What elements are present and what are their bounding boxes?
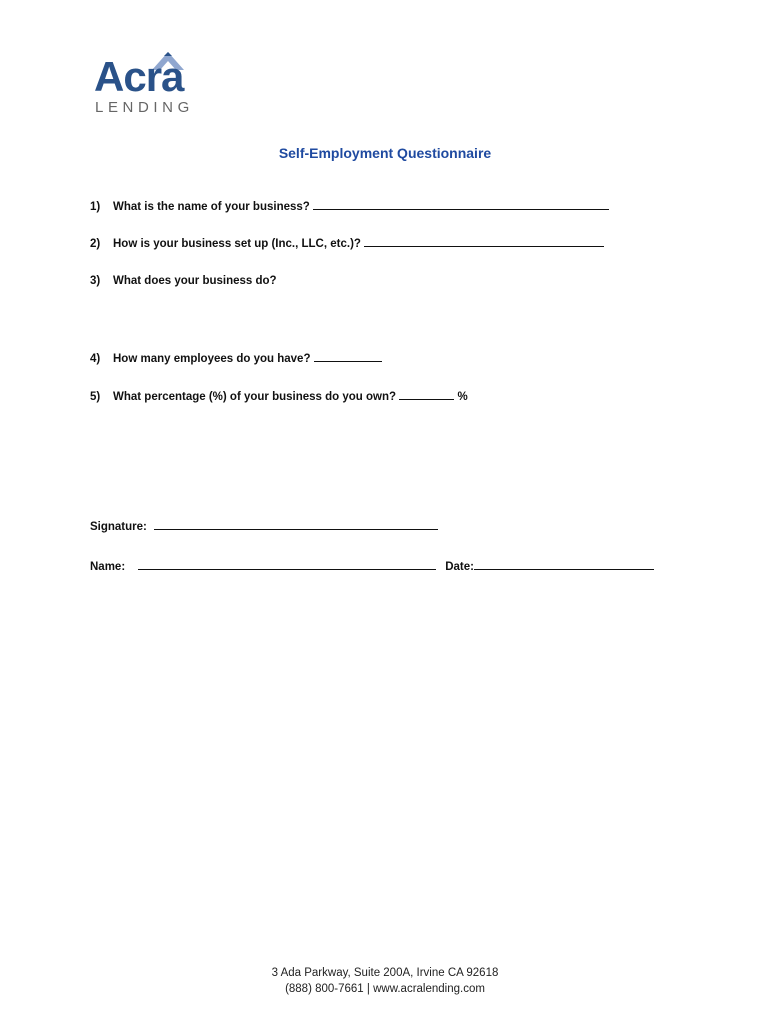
question-number: 1) <box>90 201 101 213</box>
question-number: 4) <box>90 353 101 365</box>
question-5 <box>90 389 468 405</box>
business-name-field[interactable] <box>313 199 609 210</box>
date-field[interactable] <box>474 559 654 570</box>
acra-lending-logo <box>92 46 202 120</box>
question-text: What does your business do? <box>113 275 277 287</box>
business-description-area[interactable] <box>113 296 633 340</box>
name-field[interactable] <box>138 559 436 570</box>
name-label: Name: <box>90 561 126 573</box>
signature-row <box>90 519 438 535</box>
question-text: What is the name of your business? <box>113 201 310 213</box>
employees-count-field[interactable] <box>314 351 382 362</box>
footer-contact: (888) 800-7661 | www.acralending.com <box>285 983 485 995</box>
logo-subtext: LENDING <box>95 99 194 116</box>
footer <box>0 965 770 997</box>
percent-suffix: % <box>457 391 468 403</box>
question-3 <box>90 274 277 289</box>
business-structure-field[interactable] <box>364 236 604 247</box>
ownership-percent-field[interactable] <box>399 389 454 400</box>
question-text: How many employees do you have? <box>113 353 311 365</box>
question-1 <box>90 199 609 215</box>
page-title: Self-Employment Questionnaire <box>278 145 492 161</box>
signature-field[interactable] <box>154 519 438 530</box>
footer-address: 3 Ada Parkway, Suite 200A, Irvine CA 92618 <box>271 967 499 979</box>
signature-label: Signature: <box>90 521 147 533</box>
date-label: Date: <box>445 561 474 573</box>
question-number: 5) <box>90 391 101 403</box>
question-text: What percentage (%) of your business do you own? <box>113 391 397 403</box>
name-date-row <box>90 559 654 575</box>
question-text: How is your business set up (Inc., LLC, etc.)? <box>113 238 361 250</box>
question-number: 3) <box>90 275 101 287</box>
question-number: 2) <box>90 238 101 250</box>
question-2 <box>90 236 604 252</box>
question-4 <box>90 351 382 367</box>
logo-wordmark: Acra <box>94 53 184 100</box>
